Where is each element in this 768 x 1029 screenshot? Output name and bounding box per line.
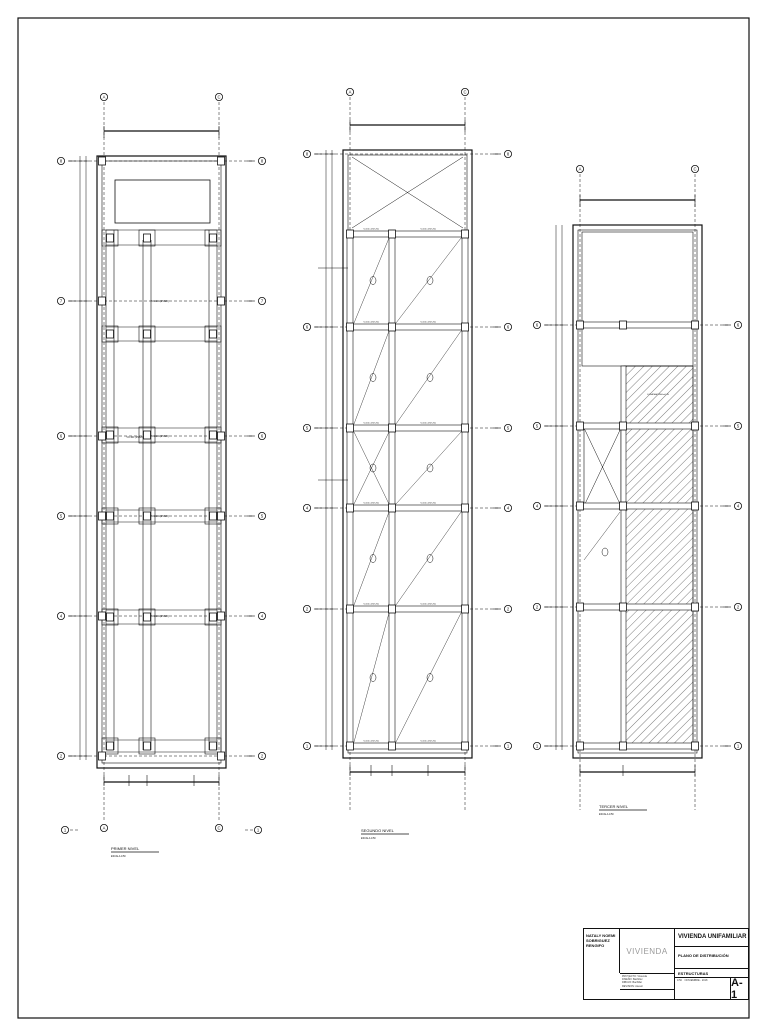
column bbox=[107, 431, 114, 439]
axis-6-right-label: 6 bbox=[506, 324, 510, 330]
column bbox=[389, 742, 396, 750]
axis-C-top-label: C bbox=[217, 94, 221, 100]
column bbox=[462, 742, 469, 750]
beam-label-second: V-102 (.25X.20) bbox=[363, 740, 379, 743]
axis-A-top-label: A bbox=[102, 94, 106, 100]
column bbox=[389, 605, 396, 613]
beam-horizontal bbox=[580, 423, 695, 429]
axis-2-right-label: 2 bbox=[506, 606, 510, 612]
column bbox=[144, 330, 151, 338]
slab-mark bbox=[427, 277, 433, 285]
column bbox=[389, 504, 396, 512]
slab-mark bbox=[370, 674, 376, 682]
axis-1-right-label: 1 bbox=[256, 827, 260, 833]
axis-4-right-label: 4 bbox=[260, 613, 264, 619]
owner-line-2: SOBRIGUEZ RENGIFO bbox=[586, 938, 610, 948]
info-line-4: REVISION: Asesor bbox=[622, 984, 643, 988]
column bbox=[692, 321, 699, 329]
axis-6-left-label: 6 bbox=[305, 324, 309, 330]
beam-horizontal bbox=[580, 743, 695, 749]
axis-5-left-label: 5 bbox=[535, 423, 539, 429]
axis-6-right-label: 6 bbox=[260, 433, 264, 439]
axis-4-left-label: 4 bbox=[59, 613, 63, 619]
axis-1-left-label: 1 bbox=[63, 827, 67, 833]
perimeter-column bbox=[99, 432, 106, 440]
axis-1-right-label: 1 bbox=[736, 743, 740, 749]
perimeter-column bbox=[99, 612, 106, 620]
axis-6-left-label: 6 bbox=[535, 322, 539, 328]
beam-label-second: V-102 (.25X.20) bbox=[420, 321, 436, 324]
beam-label-second: V-102 (.25X.20) bbox=[420, 422, 436, 425]
beam-label-second: V-102 (.25X.20) bbox=[363, 603, 379, 606]
column bbox=[462, 323, 469, 331]
column bbox=[347, 742, 354, 750]
column bbox=[389, 323, 396, 331]
axis-8-left-label: 8 bbox=[59, 158, 63, 164]
perimeter-column bbox=[218, 512, 225, 520]
axis-1-left-label: 1 bbox=[305, 743, 309, 749]
owner-cell bbox=[584, 929, 620, 973]
slab-diagonal bbox=[354, 238, 389, 323]
slab-mark bbox=[427, 374, 433, 382]
info-line-1: PROYECTO: Vivienda bbox=[622, 975, 647, 978]
axis-2-left-label: 2 bbox=[59, 753, 63, 759]
axis-4-right-label: 4 bbox=[736, 503, 740, 509]
beam-horizontal bbox=[580, 322, 695, 328]
axis-6-right-label: 6 bbox=[736, 322, 740, 328]
beam-label-first: VC-101 (25X20) bbox=[151, 515, 169, 518]
beam-label-second: V-102 (.25X.20) bbox=[363, 228, 379, 231]
slab-mark bbox=[602, 548, 608, 556]
third-level-plan bbox=[533, 165, 741, 810]
column bbox=[620, 502, 627, 510]
slab-mark bbox=[370, 374, 376, 382]
axis-2-left-label: 2 bbox=[305, 606, 309, 612]
column bbox=[620, 321, 627, 329]
column bbox=[620, 742, 627, 750]
beam-label-first: VC-101 (25X20) bbox=[151, 615, 169, 618]
slab-diagonal bbox=[354, 613, 389, 742]
column bbox=[347, 424, 354, 432]
axis-8-right-label: 8 bbox=[506, 151, 510, 157]
slab-label-upper: LOSA MACIZA h=0.15 bbox=[647, 394, 669, 396]
beam-label-second: V-102 (.25X.20) bbox=[420, 228, 436, 231]
column bbox=[144, 742, 151, 750]
title-block bbox=[583, 928, 749, 1000]
column bbox=[144, 512, 151, 520]
slab-mark bbox=[370, 277, 376, 285]
first-level-plan bbox=[57, 93, 265, 831]
column bbox=[692, 502, 699, 510]
scale-value: 1/50 bbox=[677, 979, 682, 982]
column bbox=[462, 424, 469, 432]
plan-scale-first: ESCALA 1/50 bbox=[111, 855, 126, 858]
slab-diagonal bbox=[396, 331, 461, 424]
column bbox=[107, 234, 114, 242]
beam-horizontal bbox=[580, 604, 695, 610]
perimeter-column bbox=[218, 612, 225, 620]
slab-mark bbox=[427, 555, 433, 563]
axis-4-left-label: 4 bbox=[535, 503, 539, 509]
beam-label-second: V-102 (.25X.20) bbox=[420, 740, 436, 743]
column bbox=[577, 603, 584, 611]
beam-label-second: V-102 (.25X.20) bbox=[420, 502, 436, 505]
column bbox=[144, 234, 151, 242]
column bbox=[107, 613, 114, 621]
inner-wall bbox=[102, 161, 221, 763]
axis-4-left-label: 4 bbox=[305, 505, 309, 511]
plan-title-second: SEGUNDO NIVEL bbox=[361, 828, 394, 833]
column bbox=[462, 605, 469, 613]
axis-5-left-label: 5 bbox=[305, 425, 309, 431]
slab-diagonal bbox=[396, 613, 461, 742]
beam-horizontal bbox=[580, 503, 695, 509]
perimeter-column bbox=[218, 297, 225, 305]
beam-label-second: V-102 (.25X.20) bbox=[363, 502, 379, 505]
column bbox=[347, 605, 354, 613]
column bbox=[210, 234, 217, 242]
plan-titles bbox=[61, 804, 647, 858]
column bbox=[347, 504, 354, 512]
outer-wall bbox=[97, 156, 226, 768]
column bbox=[577, 422, 584, 430]
column bbox=[577, 742, 584, 750]
slab-diagonal bbox=[396, 238, 461, 323]
outer-wall bbox=[343, 150, 472, 758]
axis-2-right-label: 2 bbox=[260, 753, 264, 759]
column bbox=[577, 321, 584, 329]
inner-wall bbox=[348, 155, 467, 753]
perimeter-column bbox=[218, 432, 225, 440]
perimeter-column bbox=[218, 157, 225, 165]
perimeter-column bbox=[99, 157, 106, 165]
slab-mark bbox=[427, 464, 433, 472]
axis-4-right-label: 4 bbox=[506, 505, 510, 511]
logo: VIVIENDA bbox=[620, 929, 675, 973]
beam-label-first: VC-101 (25X20) bbox=[151, 300, 169, 303]
column bbox=[210, 512, 217, 520]
column bbox=[462, 504, 469, 512]
axis-2-right-label: 2 bbox=[736, 604, 740, 610]
axis-C-bottom-label: C bbox=[217, 825, 221, 831]
plan-scale-third: ESCALA 1/50 bbox=[599, 813, 614, 816]
info-line-3: DIBUJO: Bachiller bbox=[622, 981, 643, 985]
axis-7-left-label: 7 bbox=[59, 298, 63, 304]
bottom-cell bbox=[620, 989, 675, 999]
axis-6-left-label: 6 bbox=[59, 433, 63, 439]
column bbox=[107, 742, 114, 750]
slab-diagonal bbox=[396, 432, 461, 504]
axis-5-right-label: 5 bbox=[506, 425, 510, 431]
axis-C-top-label: C bbox=[463, 89, 467, 95]
column bbox=[210, 431, 217, 439]
slab-diagonal bbox=[354, 512, 389, 605]
axis-2-left-label: 2 bbox=[535, 604, 539, 610]
scale-date-cell bbox=[675, 978, 730, 999]
axis-5-right-label: 5 bbox=[260, 513, 264, 519]
column bbox=[144, 613, 151, 621]
info-cell bbox=[620, 973, 675, 989]
column bbox=[107, 512, 114, 520]
axis-A-top-label: A bbox=[578, 166, 582, 172]
column bbox=[389, 230, 396, 238]
axis-8-right-label: 8 bbox=[260, 158, 264, 164]
beam-vertical bbox=[389, 234, 395, 746]
info-line-2: DISEÑO: Bachiller bbox=[622, 978, 643, 982]
axis-7-right-label: 7 bbox=[260, 298, 264, 304]
beam-label-first: VC-101 (25X20) bbox=[151, 435, 169, 438]
column bbox=[210, 742, 217, 750]
perimeter-column bbox=[99, 752, 106, 760]
column bbox=[210, 613, 217, 621]
beam-label-first: VC-101 (25X20) bbox=[126, 436, 144, 439]
beam-vertical bbox=[462, 234, 468, 746]
axis-C-top-label: C bbox=[693, 166, 697, 172]
project-title: VIVIENDA UNIFAMILIAR bbox=[675, 929, 748, 947]
axis-1-right-label: 1 bbox=[506, 743, 510, 749]
column bbox=[347, 323, 354, 331]
column bbox=[620, 422, 627, 430]
column bbox=[107, 330, 114, 338]
patio-outline bbox=[115, 180, 210, 223]
beam-label-second: V-102 (.25X.20) bbox=[363, 422, 379, 425]
beam-label-second: V-102 (.25X.20) bbox=[363, 321, 379, 324]
owner-line-1: NATALY NOEMI bbox=[586, 933, 616, 938]
column bbox=[692, 603, 699, 611]
open-area bbox=[582, 232, 693, 366]
beam-label-second: V-102 (.25X.20) bbox=[420, 603, 436, 606]
beam-vertical bbox=[347, 234, 353, 746]
column bbox=[462, 230, 469, 238]
column bbox=[692, 422, 699, 430]
column bbox=[620, 603, 627, 611]
perimeter-column bbox=[99, 297, 106, 305]
second-level-plan bbox=[303, 88, 511, 810]
column bbox=[210, 330, 217, 338]
axis-A-bottom-label: A bbox=[102, 825, 106, 831]
date-value: NOVIEMBRE - 2018 bbox=[684, 979, 708, 982]
column bbox=[144, 431, 151, 439]
column bbox=[389, 424, 396, 432]
specialty: ESTRUCTURAS bbox=[675, 969, 748, 978]
axis-5-right-label: 5 bbox=[736, 423, 740, 429]
axis-1-left-label: 1 bbox=[535, 743, 539, 749]
sheet-number: A-1 bbox=[730, 978, 748, 999]
axis-8-left-label: 8 bbox=[305, 151, 309, 157]
axis-5-left-label: 5 bbox=[59, 513, 63, 519]
slab-diagonal bbox=[396, 512, 461, 605]
plan-title-third: TERCER NIVEL bbox=[599, 804, 629, 809]
plan-scale-second: ESCALA 1/50 bbox=[361, 837, 376, 840]
perimeter-column bbox=[99, 512, 106, 520]
slab-diagonal bbox=[354, 331, 389, 424]
axis-A-top-label: A bbox=[348, 89, 352, 95]
plan-title-first: PRIMER NIVEL bbox=[111, 846, 140, 851]
column bbox=[692, 742, 699, 750]
column bbox=[577, 502, 584, 510]
column bbox=[347, 230, 354, 238]
slab-mark bbox=[370, 555, 376, 563]
plan-name: PLANO DE DISTRIBUCIÓN bbox=[675, 947, 748, 969]
perimeter-column bbox=[218, 752, 225, 760]
